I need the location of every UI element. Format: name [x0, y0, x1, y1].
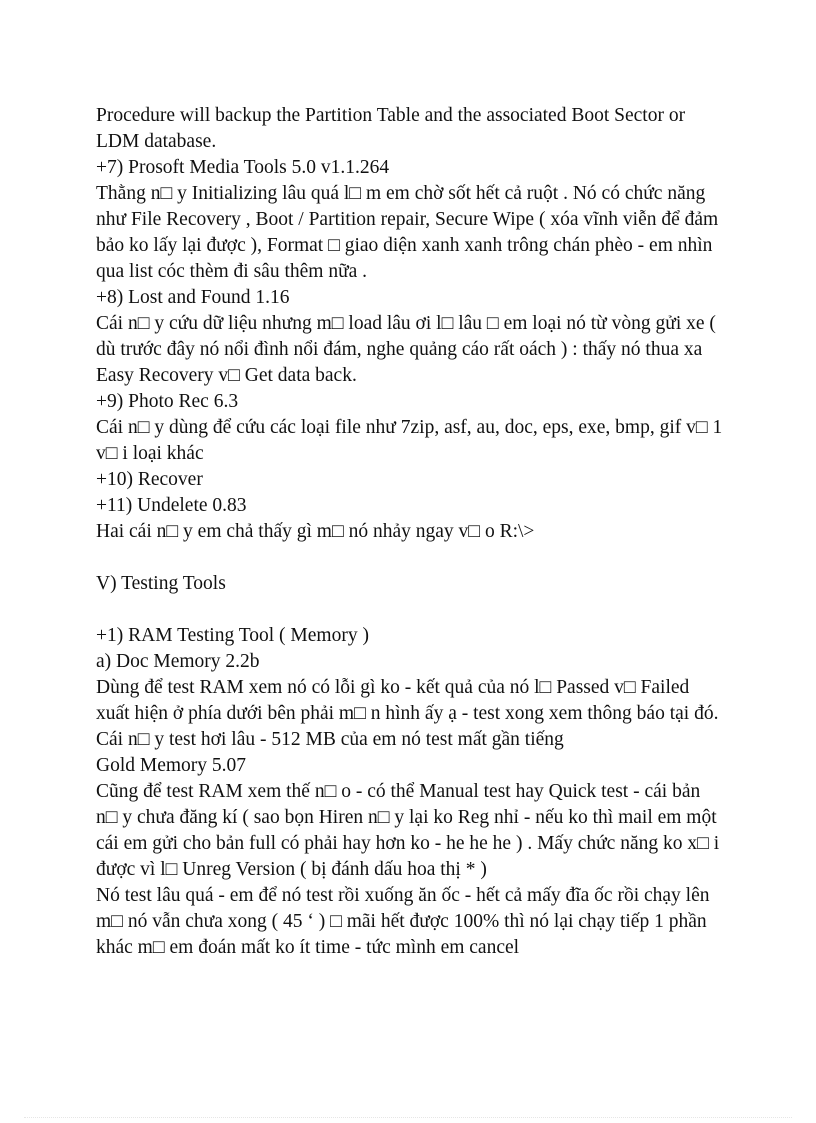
text-paragraph: Cái n□ y cứu dữ liệu nhưng m□ load lâu ơi l□ lâu □ em loại nó từ vòng gửi xe ( dù trước đây nó nổi đình nổi đám, nghe quảng cáo rất oách ) : thấy nó thua xa Easy Recovery v□ Get data back.: [96, 313, 716, 386]
text-paragraph: Cái n□ y dùng để cứu các loại file như 7zip, asf, au, doc, eps, exe, bmp, gif v□ 1 v□ i loại khác: [96, 417, 723, 464]
section-heading-recover: +10) Recover: [96, 469, 203, 490]
document-body: [96, 103, 726, 961]
subsection-heading-doc-memory: a) Doc Memory 2.2b: [96, 651, 260, 672]
section-heading-ram-testing: +1) RAM Testing Tool ( Memory ): [96, 625, 369, 646]
text-paragraph: Cái n□ y test hơi lâu - 512 MB của em nó test mất gần tiếng: [96, 729, 564, 750]
blank-line: [96, 545, 726, 571]
page-bottom-divider: [24, 1117, 792, 1118]
section-heading-photo-rec: +9) Photo Rec 6.3: [96, 391, 239, 412]
text-paragraph: Nó test lâu quá - em để nó test rồi xuống ăn ốc - hết cả mấy đĩa ốc rồi chạy lên m□ nó vẫn chưa xong ( 45 ‘ ) □ mãi hết được 100% thì nó lại chạy tiếp 1 phần khác m□ em đoán mất ko ít time - tức mình em cancel: [96, 885, 710, 958]
text-paragraph: Thằng n□ y Initializing lâu quá l□ m em chờ sốt hết cả ruột . Nó có chức năng như File Recovery , Boot / Partition repair, Secure Wipe ( xóa vĩnh viễn để đảm bảo ko lấy lại được ), Format □ giao diện xanh xanh trông chán phèo - em nhìn qua list cóc thèm đi sâu thêm nữa .: [96, 183, 719, 282]
text-paragraph: Cũng để test RAM xem thế n□ o - có thể Manual test hay Quick test - cái bản n□ y chưa đăng kí ( sao bọn Hiren n□ y lại ko Reg nhỉ - nếu ko thì mail em một cái em gửi cho bản full có phải hay hơn ko - he he he ) . Mấy chức năng ko x□ i được vì l□ Unreg Version ( bị đánh dấu hoa thị * ): [96, 781, 720, 880]
text-paragraph: Dùng để test RAM xem nó có lỗi gì ko - kết quả của nó l□ Passed v□ Failed xuất hiện ở phía dưới bên phải m□ n hình ấy ạ - test xong xem thông báo tại đó.: [96, 677, 719, 724]
section-heading-lost-and-found: +8) Lost and Found 1.16: [96, 287, 290, 308]
text-paragraph: Hai cái n□ y em chả thấy gì m□ nó nhảy ngay v□ o R:\>: [96, 521, 535, 542]
section-heading-prosoft: +7) Prosoft Media Tools 5.0 v1.1.264: [96, 157, 390, 178]
text-paragraph: Procedure will backup the Partition Table and the associated Boot Sector or LDM database.: [96, 105, 686, 152]
section-heading-undelete: +11) Undelete 0.83: [96, 495, 247, 516]
blank-line: [96, 597, 726, 623]
chapter-heading-testing-tools: V) Testing Tools: [96, 573, 226, 594]
subsection-heading-gold-memory: Gold Memory 5.07: [96, 755, 247, 776]
